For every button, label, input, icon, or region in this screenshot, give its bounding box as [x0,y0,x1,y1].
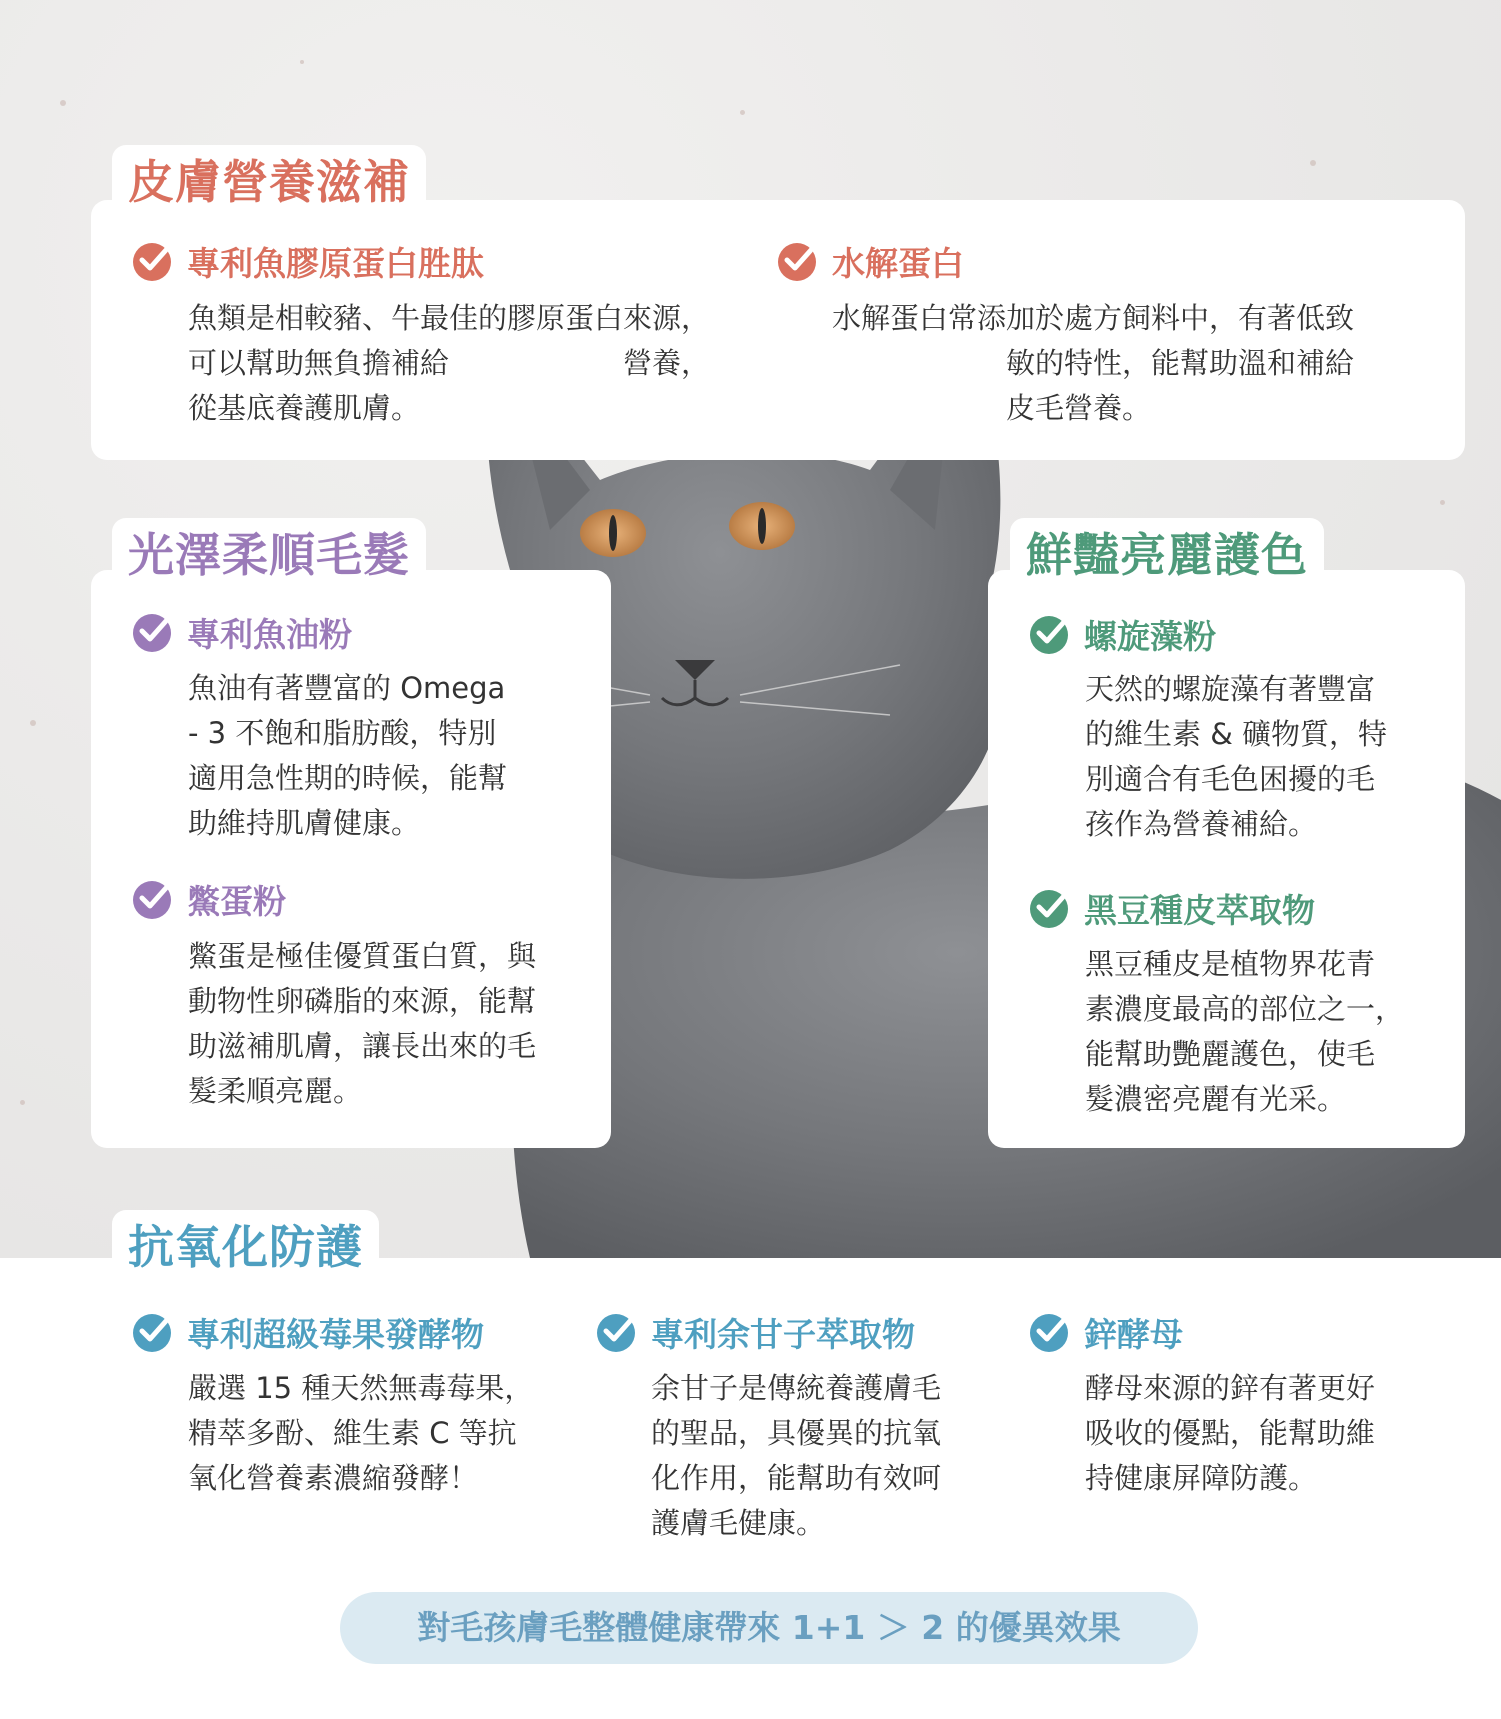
skin-item-2-title: 水解蛋白 [778,238,964,285]
color-item-1-title: 螺旋藻粉 [1030,611,1216,658]
summary-banner: 對毛孩膚毛整體健康帶來 1+1 ＞ 2 的優異效果 [340,1592,1198,1664]
anti-item-3-body: 酵母來源的鋅有著更好 吸收的優點，能幫助維 持健康屏障防護。 [1085,1371,1376,1495]
shine-item-2-body: 鱉蛋是極佳優質蛋白質，與 動物性卵磷脂的來源，能幫 助滋補肌膚，讓長出來的毛 髮柔順亮麗。 [188,939,537,1108]
color-section-title: 鮮豔亮麗護色 [1010,518,1324,588]
check-icon [133,243,171,281]
anti-item-1-title: 專利超級莓果發酵物 [133,1309,484,1356]
anti-item-1-body: 嚴選 15 種天然無毒莓果， 精萃多酚、維生素 C 等抗 氧化營養素濃縮發酵！ [188,1371,534,1495]
check-icon [1030,1314,1068,1352]
skin-item-1-body: 魚類是相較豬、牛最佳的膠原蛋白來源， 可以幫助無負擔補給 營養， 從基底養護肌膚。 [188,301,711,425]
check-icon [133,614,171,652]
background-speck [60,100,66,106]
check-icon [597,1314,635,1352]
color-item-2-title: 黑豆種皮萃取物 [1030,885,1315,932]
anti-item-3-title: 鋅酵母 [1030,1309,1183,1356]
skin-item-2-body: 水解蛋白常添加於處方飼料中，有著低致 敏的特性，能幫助溫和補給 皮毛營養。 [832,301,1355,425]
shine-section-title: 光澤柔順毛髮 [112,518,426,588]
anti-section-title: 抗氧化防護 [112,1210,379,1280]
skin-item-1-title: 專利魚膠原蛋白胜肽 [133,238,484,285]
check-icon [778,243,816,281]
check-icon [1030,616,1068,654]
color-item-2-body: 黑豆種皮是植物界花青 素濃度最高的部位之一， 能幫助艷麗護色，使毛 髮濃密亮麗有光采。 [1085,947,1405,1116]
anti-item-2-body: 余甘子是傳統養護膚毛 的聖品，具優異的抗氧 化作用，能幫助有效呵 護膚毛健康。 [651,1371,942,1540]
background-speck [740,110,745,115]
background-speck [30,720,36,726]
skin-section-title: 皮膚營養滋補 [112,145,426,215]
check-icon [133,881,171,919]
check-icon [1030,890,1068,928]
background-speck [1310,160,1316,166]
shine-item-2-title: 鱉蛋粉 [133,876,286,923]
anti-item-2-title: 專利余甘子萃取物 [597,1309,915,1356]
color-item-1-body: 天然的螺旋藻有著豐富 的維生素 & 礦物質，特 別適合有毛色困擾的毛 孩作為營養補給。 [1085,672,1388,841]
background-speck [300,60,304,64]
shine-item-1-body: 魚油有著豐富的 Omega - 3 不飽和脂肪酸，特別 適用急性期的時候，能幫 助維持肌膚健康。 [188,671,508,840]
check-icon [133,1314,171,1352]
background-speck [20,1100,25,1105]
shine-item-1-title: 專利魚油粉 [133,609,352,656]
